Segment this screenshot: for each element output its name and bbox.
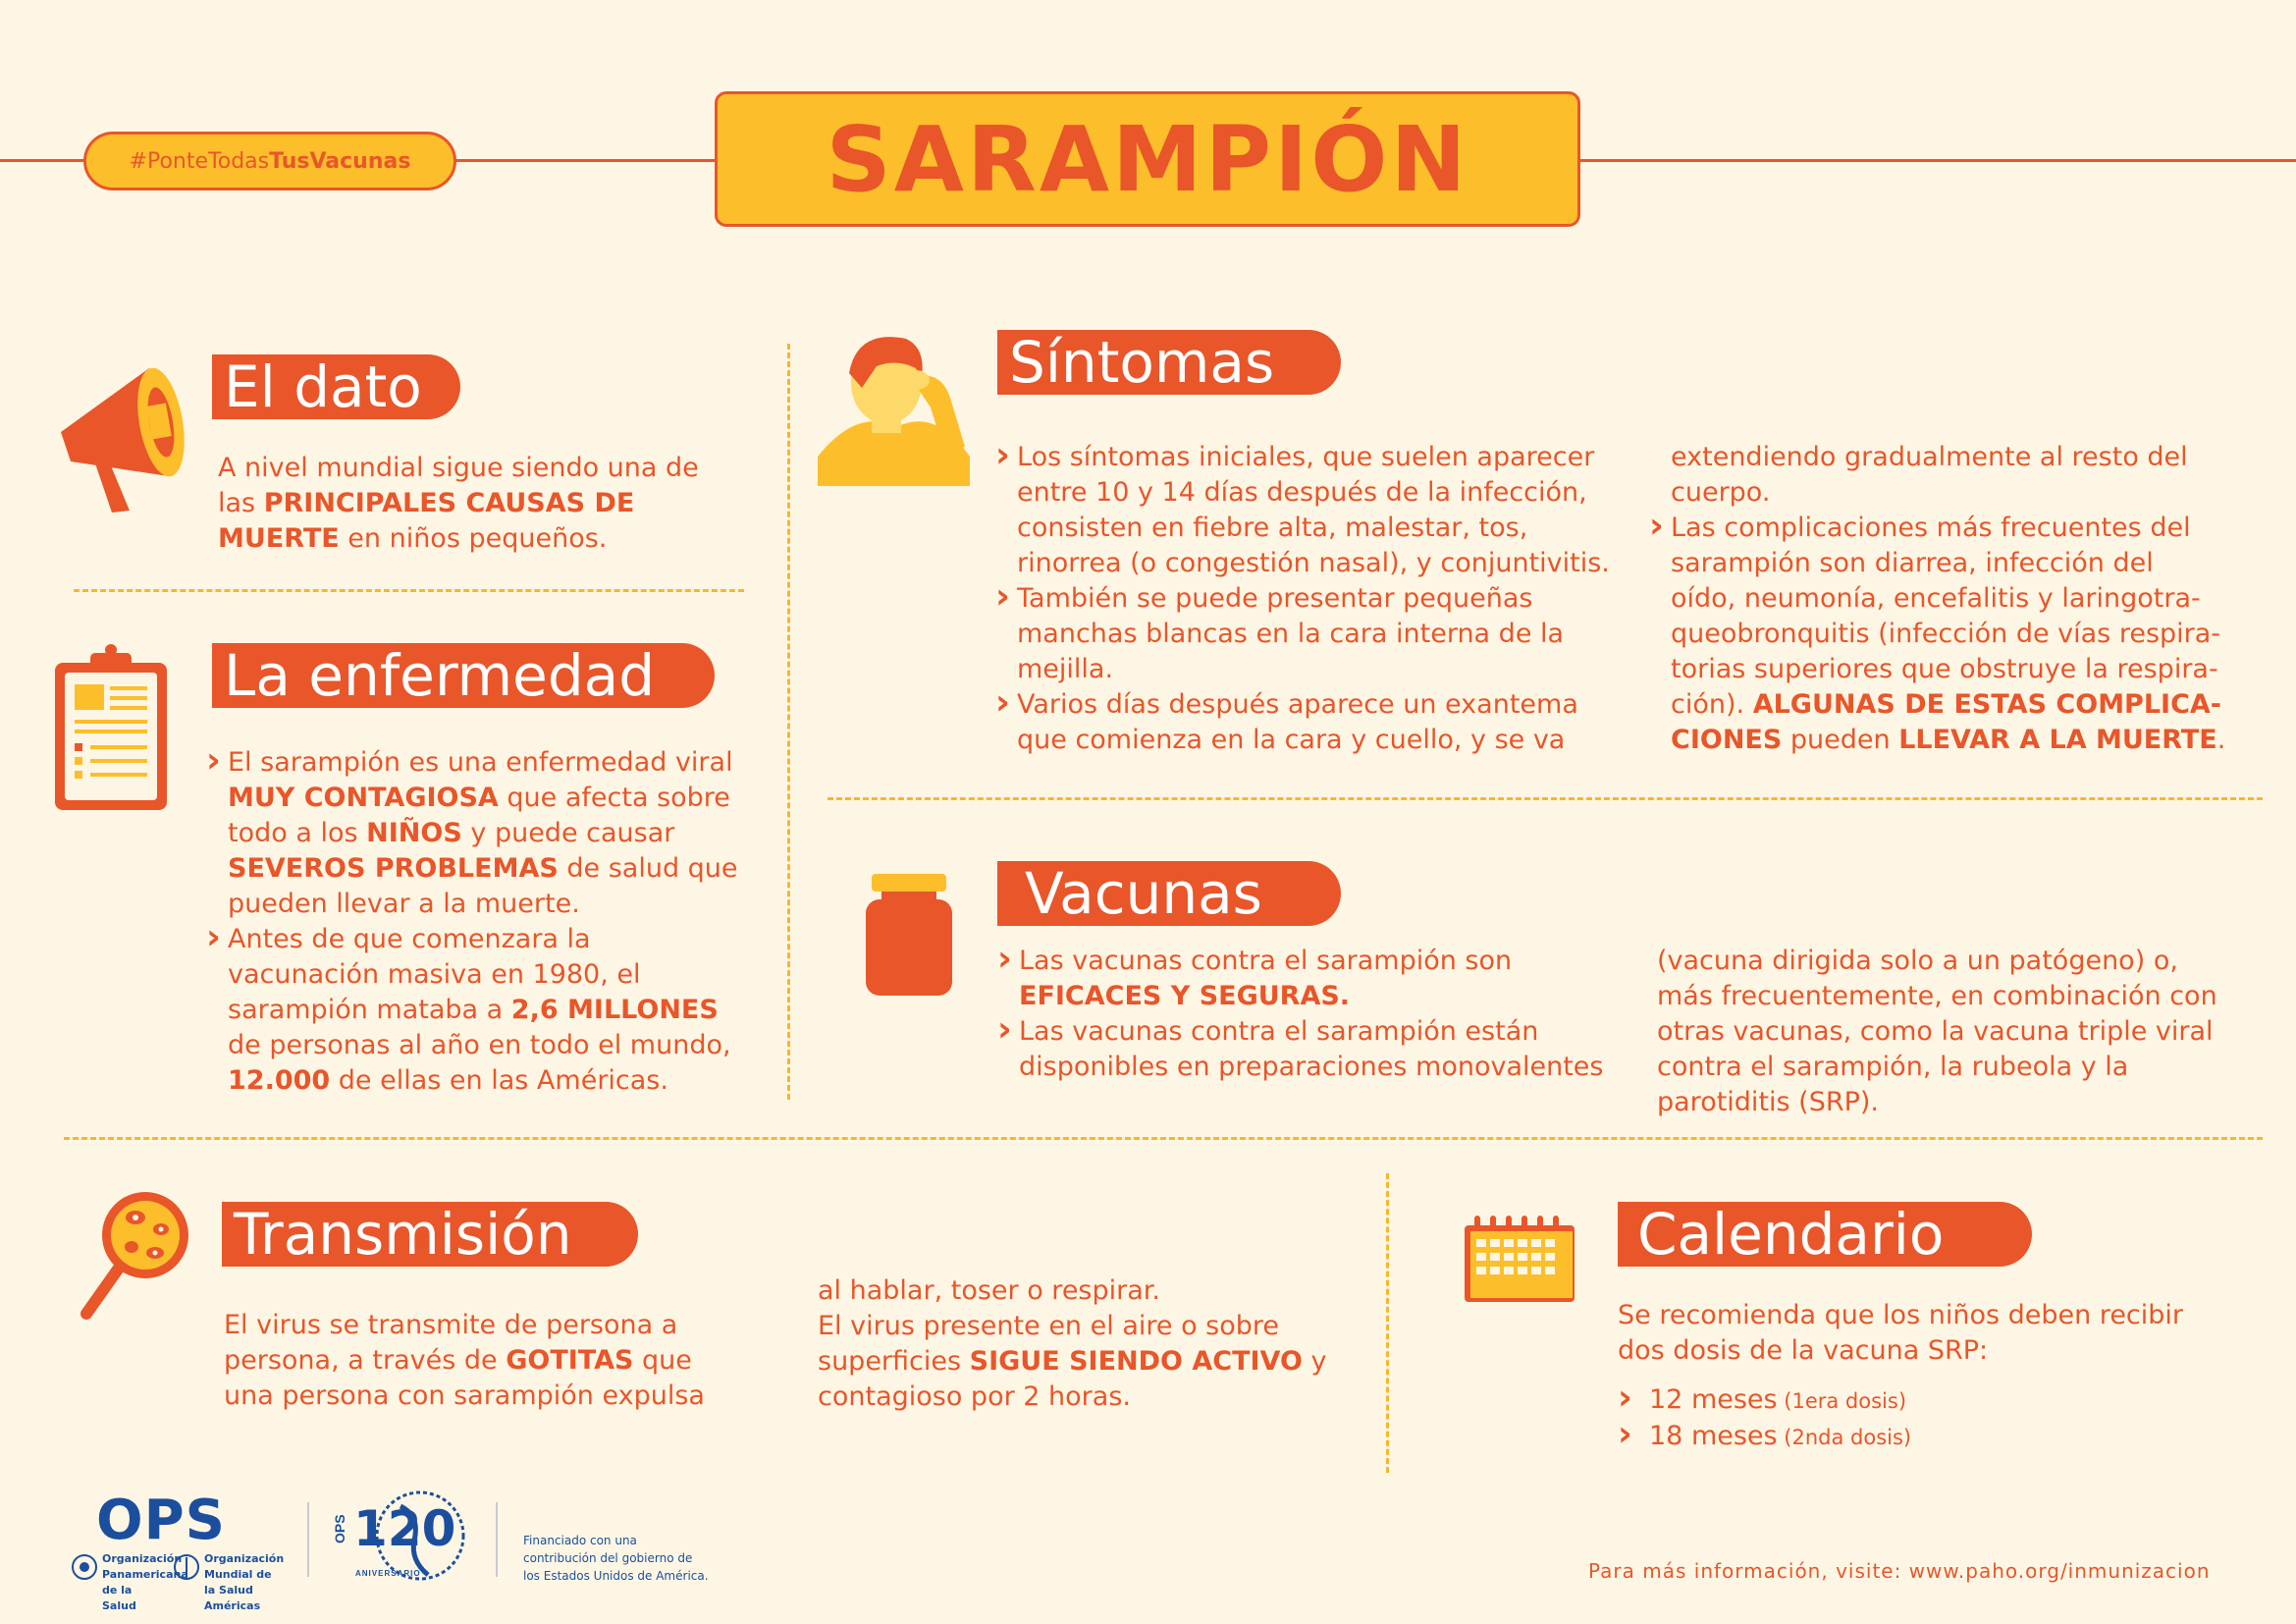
sintomas-col-1-line-3: rinorrea (o congestión nasal), y conjuntivitis. [1017, 548, 1610, 578]
anniversary-ops: OPS [332, 1514, 347, 1543]
sintomas-col-1-line-6: mejilla. [1017, 654, 1114, 684]
page-title: SARAMPIÓN [826, 106, 1469, 212]
sintomas-col-2-line-2: › Las complicaciones más frecuentes del [1649, 511, 2225, 546]
sintomas-col-1-line-0: › Los síntomas iniciales, que suelen aparecer [995, 440, 1610, 475]
sintomas-col-1-line-8: que comienza en la cara y cuello, y se va [1017, 725, 1566, 755]
footer-separator-1 [307, 1502, 309, 1577]
divider-middle [64, 1137, 2263, 1140]
sintomas-col-2-line-4: oído, neumonía, encefalitis y laringotra- [1671, 583, 2201, 614]
dose-2: › 18 meses (2nda dosis) [1618, 1419, 2183, 1455]
funding-note: Financiado con una contribución del gobierno de los Estados Unidos de América. [523, 1534, 709, 1583]
anniversary-number: 120 [353, 1500, 456, 1557]
dato-text: A nivel mundial sigue siendo una de las PRINCIPALES CAUSAS DE MUERTE en niños pequeños. [218, 453, 699, 554]
sintomas-col-1 [995, 440, 1610, 758]
vacunas-bullet-1: › Las vacunas contra el sarampión son EFICACES Y SEGURAS. [997, 944, 1603, 1014]
sintomas-col-2-line-3: sarampión son diarrea, infección del [1671, 548, 2154, 578]
vacunas-col-2-line-2: otras vacunas, como la vacuna triple viral [1657, 1016, 2214, 1047]
sintomas-col-1-line-1: entre 10 y 14 días después de la infección, [1017, 477, 1587, 508]
enfermedad-text [206, 745, 738, 1099]
calendario-heading: Calendario [1618, 1202, 2032, 1267]
transmision-heading: Transmisión [222, 1202, 638, 1267]
sintomas-col-1-line-4: › También se puede presentar pequeñas [995, 581, 1610, 617]
enfermedad-heading: La enfermedad [212, 643, 715, 708]
divider-sintomas [828, 797, 2263, 800]
clipboard-icon [51, 643, 171, 815]
vacunas-col-2-line-0: (vacuna dirigida solo a un patógeno) o, [1657, 946, 2178, 976]
sintomas-col-1-line-5: manchas blancas en la cara interna de la [1017, 619, 1565, 649]
enfermedad-bullet-1: › El sarampión es una enfermedad viral MUY CONTAGIOSA que afecta sobre todo a los NIÑOS y puede causar SEVEROS PROBLEMAS de salud que pueden llevar a la muerte. [206, 745, 738, 922]
sintomas-col-2: extendiendo gradualmente al resto del cuerpo. › Las complicaciones más frecuentes del sarampión son diarrea, infección del oído, neumonía, encefalitis y laringotra- queobronquitis (infección de vías respira- torias superiores que obstruye la respira- ción). ALGUNAS DE ESTAS COMPLICA- CIONES pueden LLEVAR A LA MUERTE. [1649, 440, 2225, 758]
vacunas-col-2-line-3: contra el sarampión, la rubeola y la [1657, 1052, 2129, 1082]
page-title-box [715, 91, 1580, 227]
sintomas-col-1-line-7: › Varios días después aparece un exantema [995, 687, 1610, 723]
sintomas-col-2-line-0: extendiendo gradualmente al resto del [1671, 442, 2188, 472]
vacunas-col-2 [1657, 944, 2217, 1120]
dose-1: › 12 meses (1era dosis) [1618, 1382, 2183, 1419]
paho-emblem-icon [71, 1553, 98, 1581]
dato-heading: El dato [212, 354, 460, 419]
footer-separator-2 [496, 1502, 498, 1577]
transmision-col-2: al hablar, toser o respirar. El virus presente en el aire o sobre superficies SIGUE SIENDO ACTIVO y contagioso por 2 horas. [818, 1275, 1327, 1412]
hashtag-text: #PonteTodasTusVacunas [129, 148, 411, 174]
who-emblem-icon [173, 1553, 200, 1581]
divider-vertical-bottom [1386, 1173, 1389, 1473]
calendario-text: Se recomienda que los niños deben recibir dos dosis de la vacuna SRP: › 12 meses (1era dosis) › 18 meses (2nda dosis) [1618, 1298, 2183, 1455]
vacunas-col-2-line-1: más frecuentemente, en combinación con [1657, 981, 2217, 1011]
calendar-icon [1461, 1212, 1578, 1304]
who-org-name: Organización Mundial de la Salud Américas [204, 1552, 285, 1612]
sintomas-col-1-line-2: consisten en fiebre alta, malestar, tos, [1017, 513, 1528, 543]
vacunas-col-1 [997, 944, 1603, 1085]
vacunas-col-2-line-4: parotiditis (SRP). [1657, 1087, 1880, 1117]
hashtag-badge [83, 132, 456, 190]
ops-logo: OPS [96, 1489, 226, 1552]
vacunas-bullet-2: › Las vacunas contra el sarampión están disponibles en preparaciones monovalentes [997, 1014, 1603, 1085]
sick-person-icon [818, 329, 975, 486]
transmision-col-1: El virus se transmite de persona a persona, a través de GOTITAS que una persona con sarampión expulsa [224, 1310, 705, 1411]
anniversary-logo [332, 1487, 469, 1585]
sintomas-heading: Síntomas [997, 330, 1341, 395]
paho-org-name: Organización Panamericana de la Salud [102, 1552, 188, 1612]
anniversary-label: ANIVERSARIO [355, 1569, 421, 1578]
divider-vertical-left [787, 344, 790, 1100]
vaccine-vial-icon [864, 872, 954, 998]
megaphone-icon [51, 353, 198, 515]
enfermedad-bullet-2: › Antes de que comenzara la vacunación masiva en 1980, el sarampión mataba a 2,6 MILLONES de personas al año en todo el mundo, 12.000 de ellas en las Américas. [206, 922, 738, 1099]
divider-dato [74, 589, 744, 592]
more-info-link[interactable]: Para más información, visite: www.paho.org/inmunizacion [1588, 1559, 2211, 1583]
sintomas-col-2-line-1: cuerpo. [1671, 477, 1771, 508]
vacunas-heading: Vacunas [997, 861, 1341, 926]
sintomas-col-2-line-5: queobronquitis (infección de vías respira- [1671, 619, 2221, 649]
magnifier-germ-icon [79, 1188, 196, 1321]
sintomas-col-2-line-6: torias superiores que obstruye la respira- [1671, 654, 2218, 684]
header-line-right [1580, 159, 2296, 162]
